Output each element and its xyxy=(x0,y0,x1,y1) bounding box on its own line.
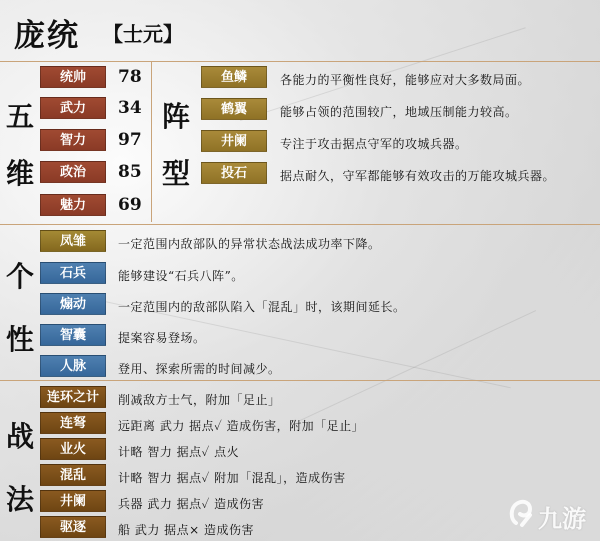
trait-badge-shandong: 煽动 xyxy=(40,293,106,315)
tactic-badge-quzhu: 驱逐 xyxy=(40,516,106,538)
stat-badge-zhengzhi: 政治 xyxy=(40,161,106,183)
tactic-desc-hunluan: 计略 智力 据点✓ 附加「混乱」，造成伤害 xyxy=(118,471,346,485)
formation-badge-yulin: 鱼鳞 xyxy=(201,66,267,88)
tactic-badge-jinglan: 井阑 xyxy=(40,490,106,512)
hero-name: 庞统 xyxy=(14,18,80,54)
trait-desc-shibing: 能够建设“石兵八阵”。 xyxy=(118,269,244,283)
tactic-desc-lianhuan: 削减敌方士气，附加「足止」 xyxy=(118,393,281,407)
formation-badge-heyi: 鹤翼 xyxy=(201,98,267,120)
tactic-desc-jinglan: 兵器 武力 据点✓ 造成伤害 xyxy=(118,497,265,511)
stat-value-meili: 69 xyxy=(118,195,142,215)
hero-title: 【士元】 xyxy=(103,22,183,46)
formation-label-char-2: 型 xyxy=(161,157,190,190)
trait-desc-renmai: 登用、探索所需的时间减少。 xyxy=(118,362,281,376)
divider-top xyxy=(0,61,600,62)
formation-desc-heyi: 能够占领的范围较广，地域压制能力较高。 xyxy=(280,105,518,119)
trait-label-char-2: 性 xyxy=(5,323,34,356)
tactic-desc-liannu: 远距离 武力 据点✓ 造成伤害，附加「足止」 xyxy=(118,419,365,433)
stats-label-char-1: 五 xyxy=(5,100,34,133)
tactic-badge-liannu: 连弩 xyxy=(40,412,106,434)
stats-label-char-2: 维 xyxy=(5,157,34,190)
divider-stats-traits xyxy=(0,224,600,225)
stat-value-zhili: 97 xyxy=(118,130,142,150)
formation-desc-toushi: 据点耐久，守军都能够有效攻击的万能攻城兵器。 xyxy=(280,169,556,183)
trait-desc-fengchu: 一定范围内敌部队的异常状态战法成功率下降。 xyxy=(118,237,381,251)
stat-badge-zhili: 智力 xyxy=(40,129,106,151)
trait-badge-fengchu: 凤雏 xyxy=(40,230,106,252)
divider-stats-formation xyxy=(151,62,152,222)
trait-badge-shibing: 石兵 xyxy=(40,262,106,284)
stat-value-zhengzhi: 85 xyxy=(118,162,142,182)
trait-badge-renmai: 人脉 xyxy=(40,355,106,377)
stat-badge-meili: 魅力 xyxy=(40,194,106,216)
header xyxy=(0,0,600,58)
stat-badge-wuli: 武力 xyxy=(40,97,106,119)
formation-badge-toushi: 投石 xyxy=(201,162,267,184)
tactic-label-char-1: 战 xyxy=(5,420,34,453)
trait-desc-zhinang: 提案容易登场。 xyxy=(118,331,206,345)
stat-badge-tongshuai: 统帅 xyxy=(40,66,106,88)
divider-traits-tactics xyxy=(0,380,600,381)
stat-value-tongshuai: 78 xyxy=(118,67,142,87)
formation-desc-yulin: 各能力的平衡性良好，能够应对大多数局面。 xyxy=(280,73,531,87)
watermark-text: 九游 xyxy=(538,505,586,533)
tactic-label-char-2: 法 xyxy=(5,483,34,516)
formation-label-char-1: 阵 xyxy=(161,100,190,133)
tactic-badge-yehuo: 业火 xyxy=(40,438,106,460)
tactic-badge-hunluan: 混乱 xyxy=(40,464,106,486)
trait-desc-shandong: 一定范围内的敌部队陷入「混乱」时，该期间延长。 xyxy=(118,300,406,314)
trait-label-char-1: 个 xyxy=(5,260,34,293)
watermark-logo xyxy=(508,493,592,533)
stat-value-wuli: 34 xyxy=(118,98,142,118)
tactic-desc-yehuo: 计略 智力 据点✓ 点火 xyxy=(118,445,240,459)
formation-desc-jinglan: 专注于攻击据点守军的攻城兵器。 xyxy=(280,137,468,151)
formation-badge-jinglan: 井阑 xyxy=(201,130,267,152)
tactic-desc-quzhu: 船 武力 据点× 造成伤害 xyxy=(118,523,254,537)
tactic-badge-lianhuan: 连环之计 xyxy=(40,386,106,408)
trait-badge-zhinang: 智囊 xyxy=(40,324,106,346)
